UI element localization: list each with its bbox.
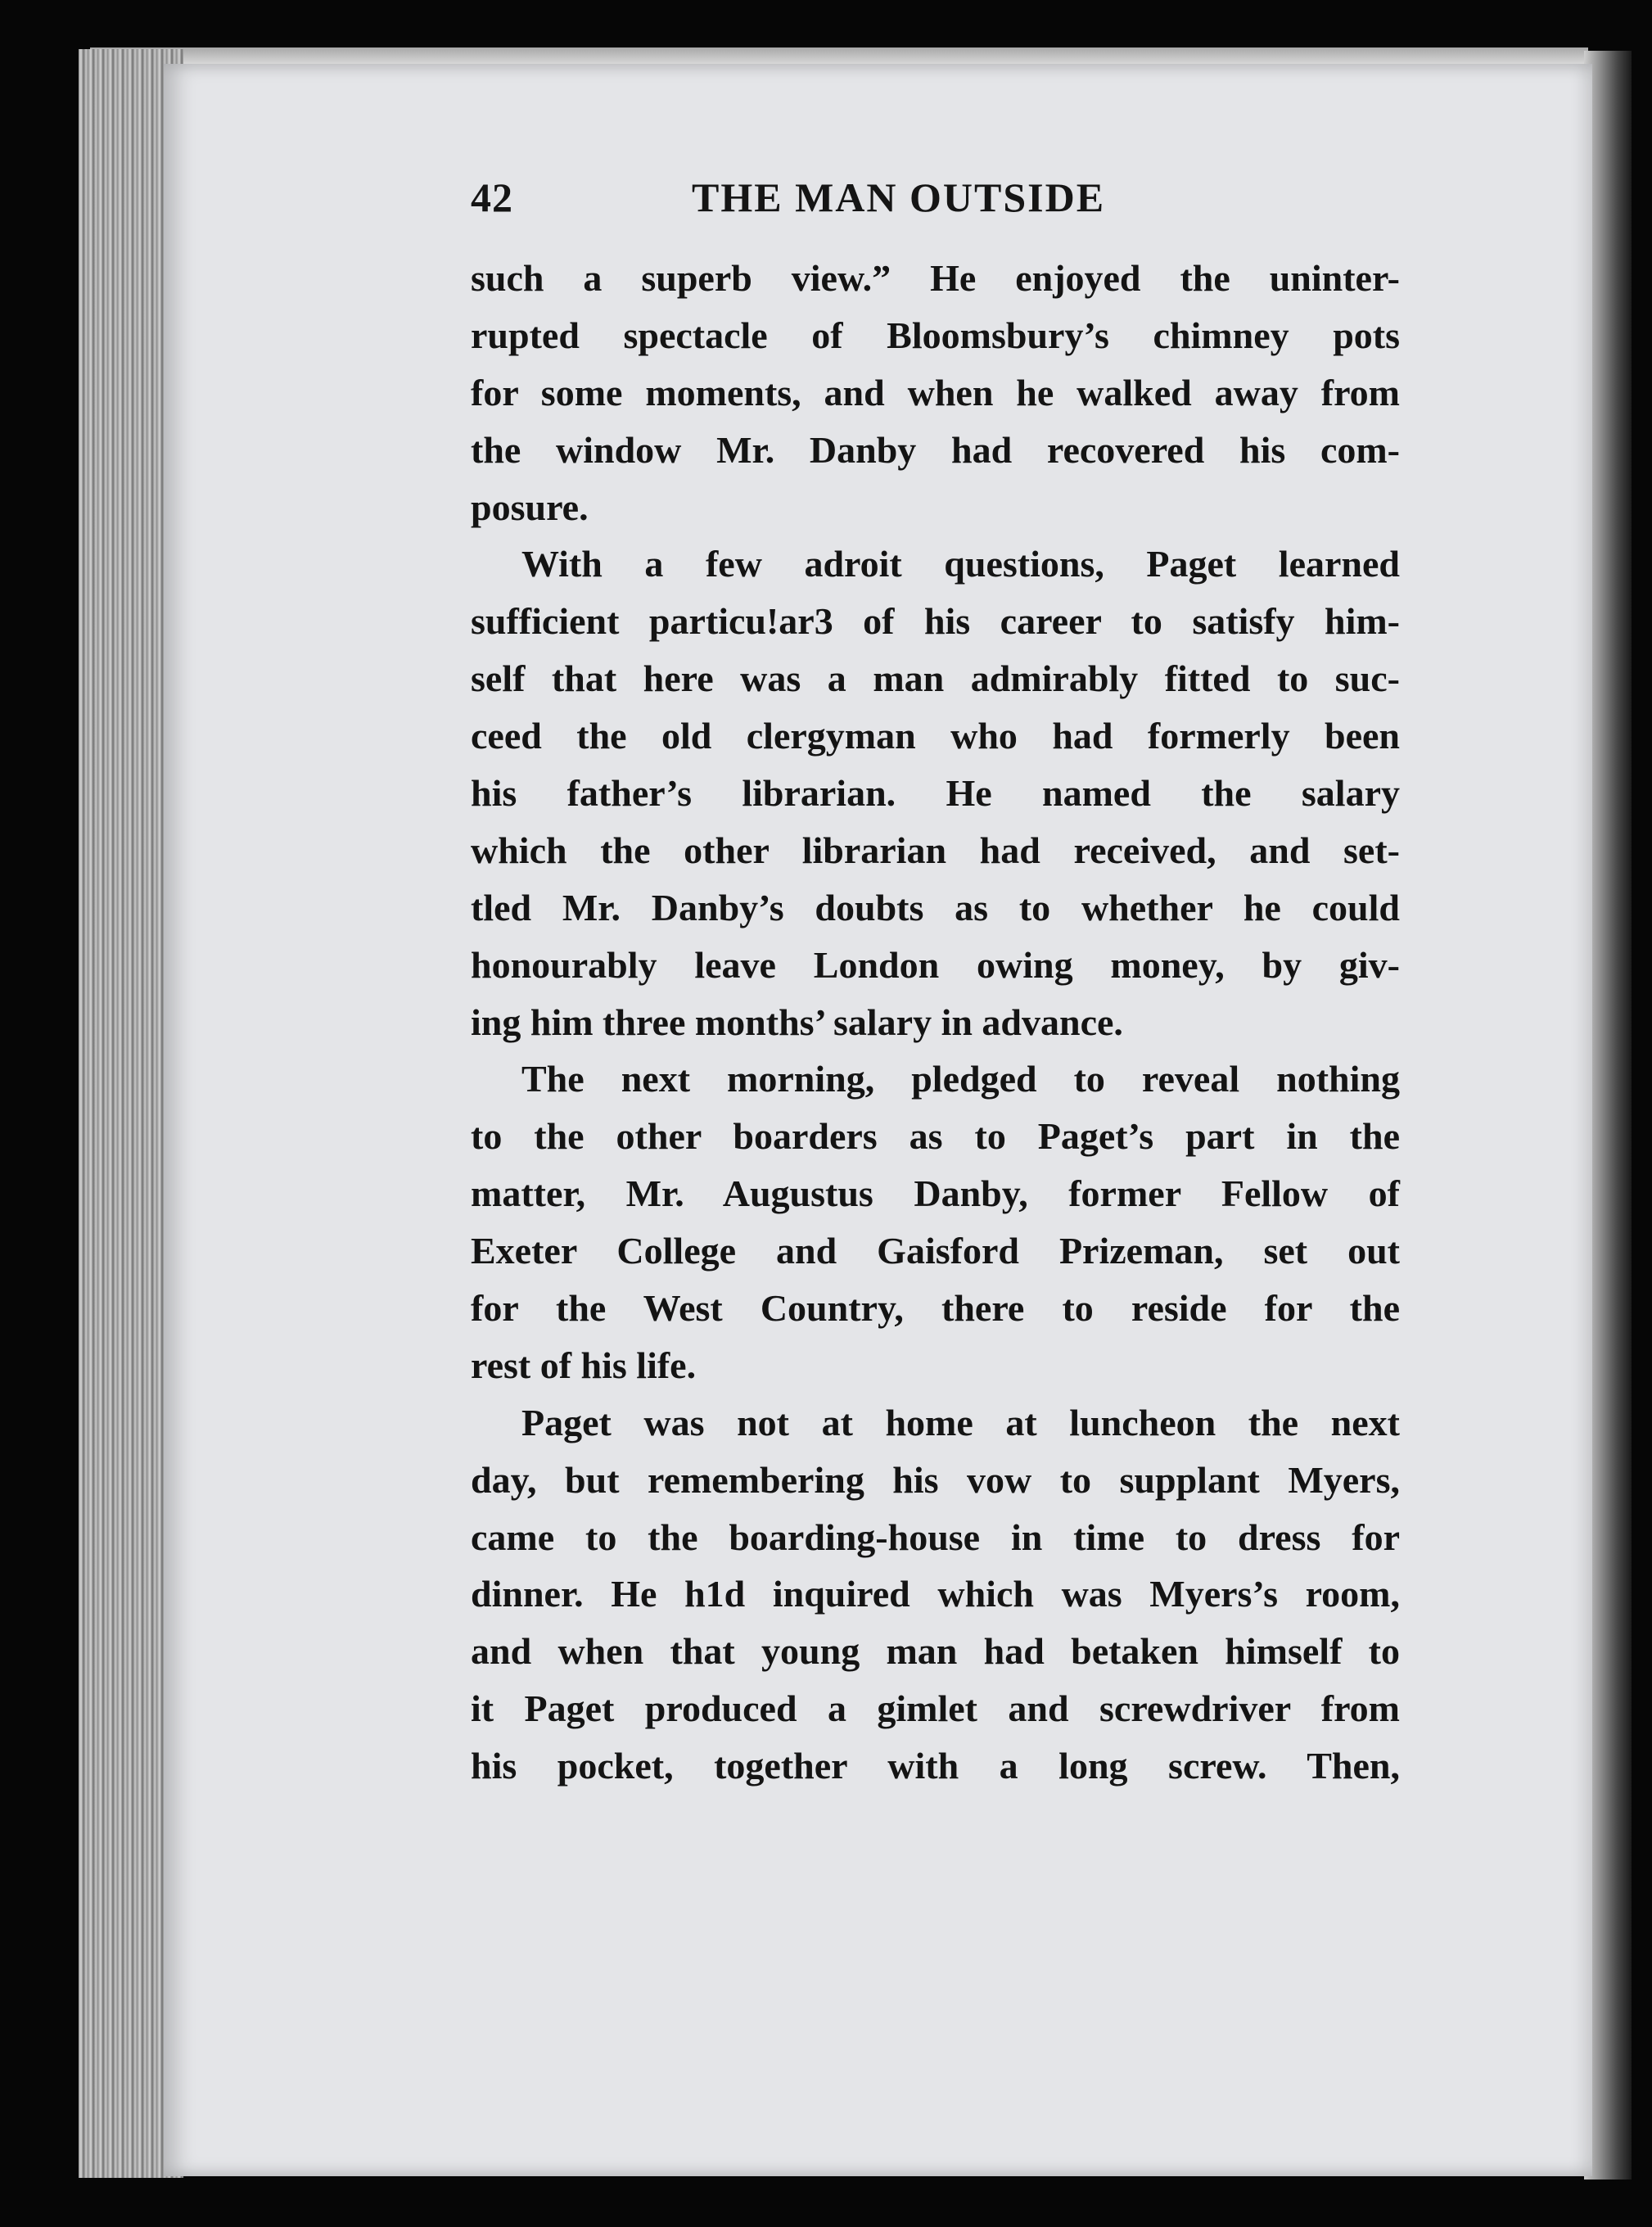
text-line: his father’s librarian. He named the salary bbox=[471, 772, 1400, 815]
text-line: day, but remembering his vow to supplant Myers, bbox=[471, 1458, 1400, 1501]
text-line: ceed the old clergyman who had formerly been bbox=[471, 715, 1400, 757]
body-text bbox=[471, 250, 1400, 1795]
text-line: matter, Mr. Augustus Danby, former Fellow of bbox=[471, 1172, 1400, 1215]
paragraph-end-line: rest of his life. bbox=[471, 1344, 697, 1386]
text-line: came to the boarding-house in time to dress for bbox=[471, 1516, 1400, 1558]
text-line: to the other boarders as to Paget’s part in the bbox=[471, 1115, 1400, 1158]
text-line: honourably leave London owing money, by giv- bbox=[471, 943, 1400, 986]
text-line: sufficient particu!ar3 of his career to satisfy him- bbox=[471, 600, 1400, 643]
paragraph-end-line: ing him three months’ salary in advance. bbox=[471, 1001, 1123, 1043]
paragraph-start-line: Paget was not at home at luncheon the next bbox=[521, 1401, 1400, 1443]
text-line: tled Mr. Danby’s doubts as to whether he could bbox=[471, 886, 1400, 928]
text-line: for the West Country, there to reside for the bbox=[471, 1287, 1400, 1330]
running-title: THE MAN OUTSIDE bbox=[692, 174, 1106, 220]
text-line: rupted spectacle of Bloomsbury’s chimney pots bbox=[471, 314, 1400, 356]
text-line: dinner. He h1d inquired which was Myers’s room, bbox=[471, 1573, 1400, 1615]
text-line: Exeter College and Gaisford Prizeman, set out bbox=[471, 1230, 1400, 1272]
running-head bbox=[471, 174, 1404, 231]
paragraph-end-line: posure. bbox=[471, 486, 589, 528]
book-top-edge bbox=[90, 47, 1588, 66]
text-line: his pocket, together with a long screw. Then, bbox=[471, 1745, 1400, 1787]
paragraph-start-line: The next morning, pledged to reveal nothing bbox=[521, 1058, 1400, 1100]
text-line: it Paget produced a gimlet and screwdriver from bbox=[471, 1687, 1400, 1730]
text-line: for some moments, and when he walked away from bbox=[471, 371, 1400, 413]
text-line: such a superb view.” He enjoyed the uninter- bbox=[471, 257, 1400, 299]
page-number: 42 bbox=[471, 174, 513, 220]
text-line: which the other librarian had received, and set- bbox=[471, 829, 1400, 871]
text-line: self that here was a man admirably fitted to suc- bbox=[471, 657, 1400, 700]
text-line: and when that young man had betaken himself to bbox=[471, 1630, 1400, 1673]
text-line: the window Mr. Danby had recovered his com- bbox=[471, 428, 1400, 471]
paragraph-start-line: With a few adroit questions, Paget learned bbox=[521, 543, 1400, 585]
